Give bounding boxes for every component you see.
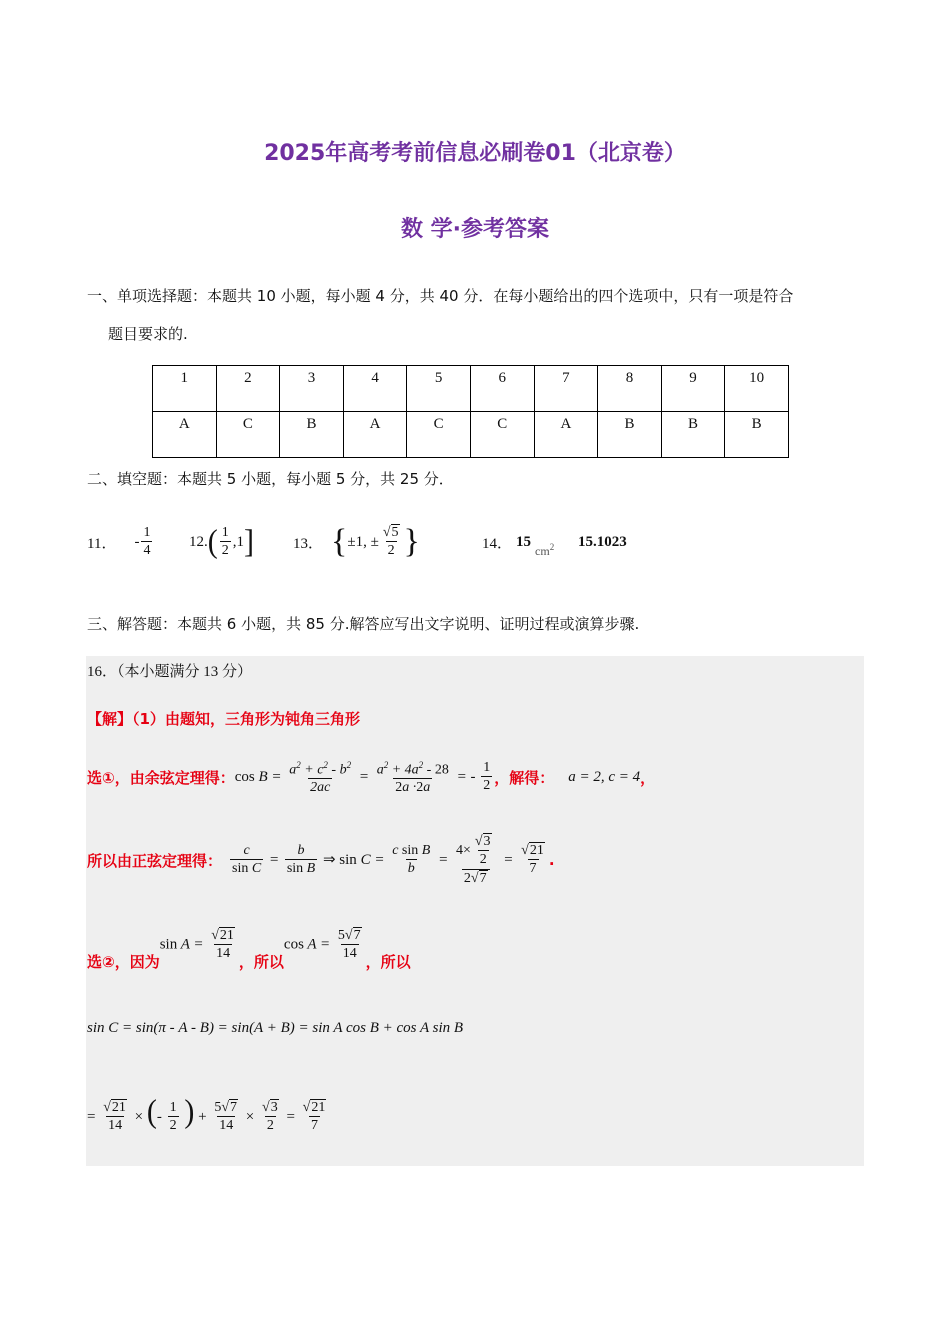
option1-formula: cos B = $\frac{a^2 + c^2 - b^2}{2ac}$ = $\frac{a^2 + 4a^2 - 28}{2a \cdot 2a}$ = - $\frac{1}{2}$ — [234, 759, 491, 796]
left-brace-icon: { — [331, 523, 348, 560]
q11-denominator: 4 — [143, 543, 151, 558]
table-cell: C — [216, 412, 280, 458]
option2-so1: ，所以 — [238, 952, 284, 971]
q14-unit — [535, 542, 554, 559]
answer-table-number-row — [153, 366, 789, 412]
sinC-expansion: sin C = sin(π - A - B) = sin(A + B) = sin A cos B + cos A sin B — [87, 1020, 464, 1036]
q14-value: 15 — [516, 533, 532, 550]
table-cell: 1 — [153, 366, 217, 412]
q12-fraction — [220, 524, 231, 560]
q11-sign: - — [134, 533, 140, 550]
option1-result: a = 2, c = 4 — [568, 768, 641, 785]
right-bracket-icon: ] — [244, 523, 254, 560]
q13-denominator: 2 — [387, 543, 395, 558]
table-cell: A — [153, 412, 217, 458]
table-cell: B — [598, 412, 662, 458]
table-cell: 4 — [343, 366, 407, 412]
q14-unit-sup: 2 — [549, 541, 555, 552]
q13-answer — [293, 512, 420, 572]
table-cell: 8 — [598, 366, 662, 412]
option2-so2: ，所以 — [365, 952, 411, 971]
table-cell: 7 — [534, 366, 598, 412]
q13-label: 13． — [293, 535, 324, 552]
q13-radicand: 5 — [391, 525, 399, 540]
sine-rule-period-icon: . — [548, 851, 555, 869]
table-cell: C — [470, 412, 534, 458]
right-brace-icon: } — [403, 523, 420, 560]
section3-instructions: 三、解答题：本题共 6 小题，共 85 分.解答应写出文字说明、证明过程或演算步骤. — [87, 615, 640, 633]
q13-fraction — [381, 524, 402, 560]
q11-numerator: 1 — [143, 525, 151, 540]
q14-answer — [482, 512, 554, 572]
final-computation — [87, 1090, 330, 1142]
q15-answer — [578, 512, 627, 572]
q11-fraction — [141, 524, 152, 560]
fill-in-answers — [87, 512, 867, 572]
q14-unit-text: cm — [535, 543, 550, 558]
table-cell: 10 — [725, 366, 789, 412]
q14-label: 14． — [482, 535, 513, 552]
q13-first: ±1, ± — [347, 533, 379, 550]
table-cell: B — [725, 412, 789, 458]
section2-instructions: 二、填空题：本题共 5 小题，每小题 5 分，共 25 分． — [87, 470, 454, 488]
q16-header: 16．（本小题满分 13 分） — [87, 664, 253, 680]
sine-rule-formula: $\frac{c}{\text{sin C}}$ = $\frac{b}{\text{sin B}}$ ⇒ sin C = $\frac{\text{c sin B}}{b}$ = 4× √ 3 2 2 √ 7 = √ 21 7 — [232, 833, 544, 886]
final-formula: = √ 21 14 × (- $\frac{1}{2}$ ) + 5 √ 7 14 × √ 3 2 = √ 21 7 — [87, 1093, 326, 1134]
table-cell: 6 — [470, 366, 534, 412]
table-cell: C — [407, 412, 471, 458]
answer-table-answer-row — [153, 412, 789, 458]
q12-tail: ,1 — [232, 533, 244, 550]
document-title: 2025年高考考前信息必刷卷01（北京卷） — [264, 141, 686, 166]
option2-sinA: sin A = √ 21 14 — [159, 928, 234, 961]
q16-solution-label: 【解】（1）由题知，三角形为钝角三角形 — [87, 710, 360, 728]
q11-label: 11． — [87, 535, 117, 552]
table-cell: 3 — [280, 366, 344, 412]
q12-numerator: 1 — [221, 525, 229, 540]
table-cell: A — [343, 412, 407, 458]
table-cell: 2 — [216, 366, 280, 412]
left-bracket-icon: ( — [207, 523, 218, 560]
option2-label: 选②，因为 — [87, 952, 160, 971]
section1-instructions-cont: 题目要求的. — [108, 325, 188, 343]
table-cell: B — [661, 412, 725, 458]
q12-label: 12. — [189, 533, 208, 550]
sqrt-icon: √ — [382, 525, 391, 540]
option1-comma: ， — [640, 768, 656, 787]
option1-line — [87, 752, 655, 802]
q12-answer — [189, 512, 254, 572]
q12-denominator: 2 — [221, 543, 229, 558]
table-cell: B — [280, 412, 344, 458]
q13-numerator — [381, 524, 402, 541]
section1-instructions: 一、单项选择题：本题共 10 小题，每小题 4 分，共 40 分．在每小题给出的四个选项中，只有一项是符合 — [87, 287, 794, 305]
q11-answer — [87, 512, 154, 572]
document-subtitle: 数 学·参考答案 — [400, 217, 550, 242]
option2-cosA: cos A = 5 √ 7 14 — [283, 928, 361, 961]
option1-solve: ，解得： — [494, 768, 555, 787]
option1-label: 选①，由余弦定理得： — [87, 768, 235, 787]
option2-line — [87, 920, 411, 980]
table-cell: 5 — [407, 366, 471, 412]
sine-rule-label: 所以由正弦定理得： — [87, 851, 223, 870]
q15-value: 15.1023 — [578, 533, 627, 550]
answer-table — [152, 365, 789, 458]
sine-rule-line — [87, 825, 555, 895]
table-cell: 9 — [661, 366, 725, 412]
table-cell: A — [534, 412, 598, 458]
